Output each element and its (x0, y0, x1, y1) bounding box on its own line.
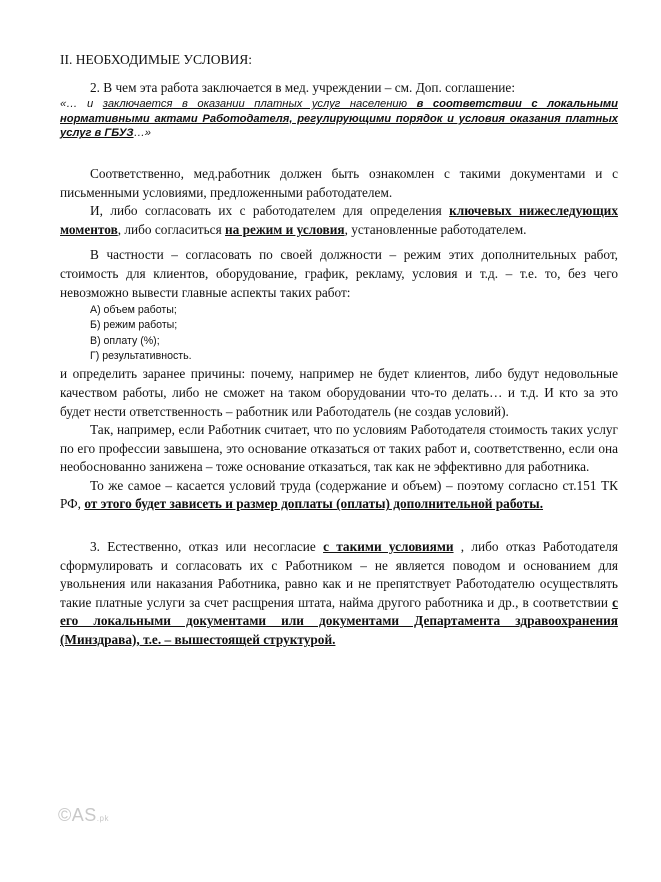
section-title: II. НЕОБХОДИМЫЕ УСЛОВИЯ: (60, 52, 253, 67)
regime-emphasis: на режим и условия (225, 221, 345, 237)
quote-close: …» (133, 127, 151, 140)
list-item: В) оплату (%); (90, 334, 160, 347)
agree-text-a: И, либо согласовать их с работодателем для определения (90, 203, 450, 219)
agreement-quote (60, 97, 618, 141)
paragraph-agree (60, 202, 618, 239)
document-page (60, 51, 618, 650)
aspects-list (90, 303, 618, 364)
quote-open: «… и (60, 98, 103, 111)
refusal-text-a: 3. Естественно, отказ или несогласие (90, 539, 324, 555)
watermark-logo (58, 805, 109, 826)
key-moments-emphasis: ключевых нижеследующих моментов (60, 203, 618, 237)
paragraph-2-intro: 2. В чем эта работа заключается в мед. учреждении – см. Доп. соглашение: (90, 79, 516, 95)
conditions-emphasis: с такими условиями (323, 539, 454, 555)
paragraph-reasons: и определить заранее причины: почему, например не будет клиентов, либо будут недовольные качеством работы, либо не сможет на таком оборудовании что-то делать… и т.д. И кто за это будет нести ответственность – работник или Работодатель (не создав условий). (60, 366, 618, 419)
list-item: Г) результативность. (90, 350, 192, 363)
watermark-main: ©AS (58, 805, 97, 825)
paragraph-particulars: В частности – согласовать по своей должности – режим этих дополнительных работ, стоимость для клиентов, оборудование, график, рекламу, условия и т.д. – т.е. то, без чего невозможно вывести главные аспекты таких работ: (60, 247, 618, 300)
list-item: Б) режим работы; (90, 319, 178, 332)
local-documents-emphasis: с его локальными документами или документами Департамента здравоохранения (Минздрава), т.е. – вышестоящей структурой. (60, 594, 618, 648)
paragraph-familiarize: Соответственно, мед.работник должен быть ознакомлен с такими документами и с письменными условиями, предложенными работодателем. (60, 165, 618, 200)
paragraph-example: Так, например, если Работник считает, что по условиям Работодателя стоимость таких услуг по его профессии завышена, это основание отказаться от таких работ и, соответственно, если она необоснованно занижена – тоже основание отказаться, так как не эффективно для работника. (60, 422, 618, 475)
list-item: А) объем работы; (90, 304, 177, 317)
quote-underlined: заключается в оказании платных услуг населению (102, 98, 408, 111)
refusal-text-c: , либо отказ Работодателя сформулировать и согласовать их с Работником – не является поводом и основанием для увольнения или наказания Работника, равно как и не препятствует Работодателю осуществлять такие платные услуги за счет расщрения штата, найма другого работника и др., в соответствии (60, 539, 618, 610)
quote-bold-underlined: в соответствии с локальными нормативными актами Работодателя, регулирующими порядок и условия оказания платных услуг в ГБУЗ (60, 98, 618, 140)
paragraph-3 (60, 538, 618, 650)
agree-text-c: , либо согласиться (117, 221, 226, 237)
agree-text-e: , установленные работодателем. (344, 221, 527, 237)
paragraph-conditions (60, 477, 618, 514)
watermark-sub: .pk (96, 814, 109, 823)
payment-emphasis: от этого будет зависеть и размер доплаты (оплаты) дополнительной работы. (84, 496, 544, 512)
conditions-text: То же самое – касается условий труда (содержание и объем) – поэтому согласно ст.151 ТК РФ, (60, 477, 618, 512)
